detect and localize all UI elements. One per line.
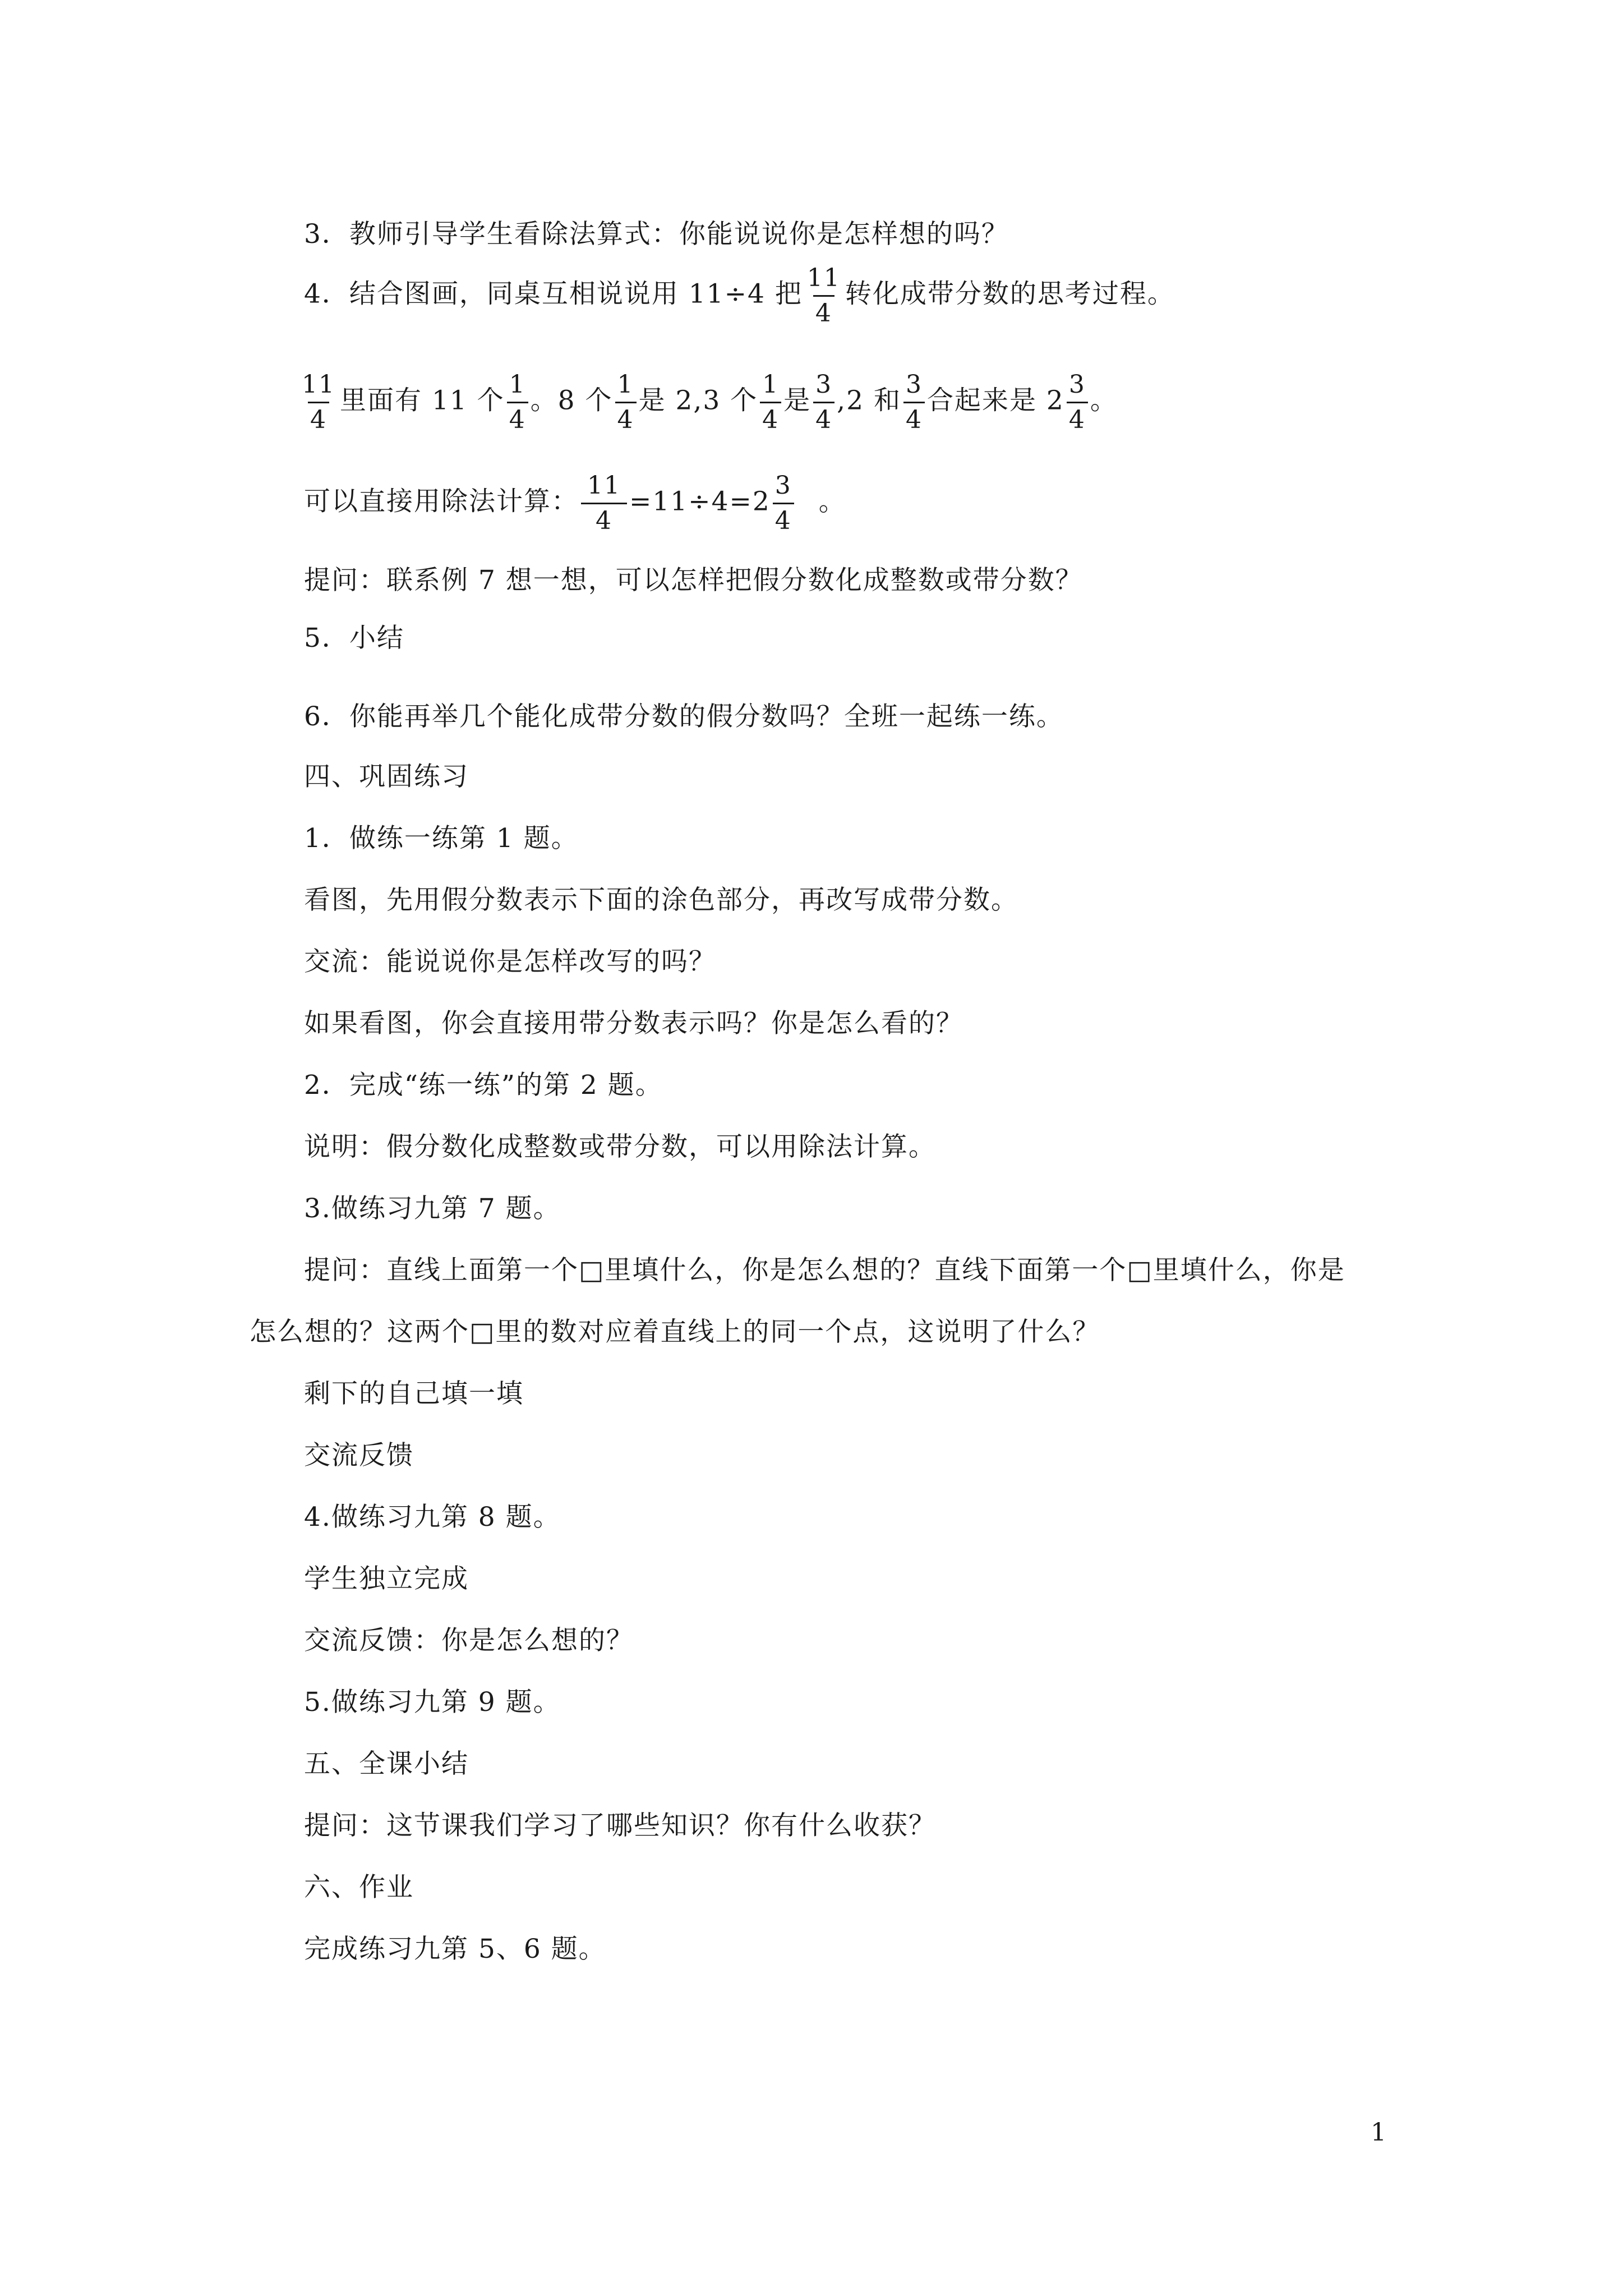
fraction-3-4 <box>903 370 925 435</box>
paragraph-exercise-2: 2．完成“练一练”的第 2 题。 <box>304 1070 663 1101</box>
fraction-3-4 <box>813 370 834 435</box>
fraction-numerator: 1 <box>762 370 780 399</box>
paragraph-question-line: 提问：直线上面第一个□里填什么，你是怎么想的？直线下面第一个□里填什么，你是 <box>304 1255 1345 1286</box>
paragraph-division-calc <box>304 471 846 536</box>
fraction-3-4 <box>773 471 794 536</box>
paragraph-homework: 完成练习九第 5、6 题。 <box>304 1934 606 1964</box>
text-segment: 是 2,3 个 <box>638 385 758 416</box>
fraction-denominator: 4 <box>581 503 627 536</box>
section-heading-practice: 四、巩固练习 <box>304 761 469 792</box>
text-segment: =11÷4=2 <box>629 486 771 517</box>
paragraph-fill-rest: 剩下的自己填一填 <box>304 1378 524 1409</box>
paragraph-explanation-note: 说明：假分数化成整数或带分数，可以用除法计算。 <box>304 1131 936 1162</box>
text-segment: 可以直接用除法计算： <box>304 486 579 517</box>
section-heading-summary: 五、全课小结 <box>304 1749 469 1779</box>
paragraph-feedback-question: 交流反馈：你是怎么想的？ <box>304 1625 634 1656</box>
paragraph-question-line-cont: 怎么想的？这两个□里的数对应着直线上的同一个点，这说明了什么？ <box>250 1317 1100 1347</box>
fraction-numerator: 1 <box>509 370 526 399</box>
paragraph-exercise-5: 5.做练习九第 9 题。 <box>304 1687 561 1718</box>
fraction-denominator: 4 <box>1067 402 1088 435</box>
text-segment: 。 <box>1090 385 1118 416</box>
fraction-numerator: 1 <box>617 370 634 399</box>
fraction-11-4 <box>299 370 338 435</box>
paragraph-feedback: 交流反馈 <box>304 1440 414 1471</box>
text-segment: 。 <box>818 486 846 517</box>
fraction-denominator: 4 <box>308 402 329 435</box>
paragraph-if-look: 如果看图，你会直接用带分数表示吗？你是怎么看的？ <box>304 1008 963 1039</box>
fraction-denominator: 4 <box>615 402 637 435</box>
fraction-numerator: 3 <box>1068 370 1086 399</box>
page-number: 1 <box>1371 2118 1386 2147</box>
fraction-denominator: 4 <box>507 402 528 435</box>
fraction-numerator: 3 <box>905 370 923 399</box>
paragraph-summary: 5．小结 <box>304 623 404 654</box>
text-segment: 是 <box>783 385 811 416</box>
paragraph-exercise-3: 3.做练习九第 7 题。 <box>304 1193 561 1224</box>
paragraph-step-4 <box>304 264 1175 328</box>
fraction-numerator: 11 <box>302 370 335 399</box>
fraction-denominator: 4 <box>813 295 834 328</box>
text-segment: 合起来是 2 <box>926 385 1064 416</box>
fraction-numerator: 3 <box>815 370 833 399</box>
fraction-11-4 <box>805 264 843 328</box>
fraction-denominator: 4 <box>760 402 781 435</box>
paragraph-final-question: 提问：这节课我们学习了哪些知识？你有什么收获？ <box>304 1810 936 1841</box>
paragraph-independent: 学生独立完成 <box>304 1563 469 1594</box>
fraction-1-4 <box>760 370 781 435</box>
section-heading-homework: 六、作业 <box>304 1872 414 1903</box>
paragraph-look-at-picture: 看图，先用假分数表示下面的涂色部分，再改写成带分数。 <box>304 885 1018 915</box>
fraction-denominator: 4 <box>903 402 925 435</box>
text-segment: ,2 和 <box>837 385 901 416</box>
text-segment: 4．结合图画，同桌互相说说用 11÷4 把 <box>304 278 803 310</box>
fraction-denominator: 4 <box>813 402 834 435</box>
paragraph-exchange: 交流：能说说你是怎样改写的吗？ <box>304 946 716 977</box>
paragraph-question: 提问：联系例 7 想一想，可以怎样把假分数化成整数或带分数？ <box>304 565 1083 596</box>
fraction-11-4 <box>581 471 627 536</box>
text-segment: 。8 个 <box>530 385 613 416</box>
fraction-numerator: 11 <box>587 471 621 500</box>
paragraph-step-6: 6．你能再举几个能化成带分数的假分数吗？全班一起练一练。 <box>304 701 1064 732</box>
fraction-3-4 <box>1067 370 1088 435</box>
fraction-1-4 <box>615 370 637 435</box>
paragraph-explanation <box>297 370 1118 435</box>
fraction-numerator: 3 <box>774 471 792 500</box>
fraction-1-4 <box>507 370 528 435</box>
paragraph-exercise-1: 1．做练一练第 1 题。 <box>304 823 579 854</box>
paragraph-exercise-4: 4.做练习九第 8 题。 <box>304 1502 561 1533</box>
fraction-denominator: 4 <box>773 503 794 536</box>
fraction-numerator: 11 <box>806 264 841 292</box>
paragraph-step-3: 3．教师引导学生看除法算式：你能说说你是怎样想的吗？ <box>304 219 1009 250</box>
text-segment: 转化成带分数的思考过程。 <box>845 278 1175 310</box>
text-segment: 里面有 11 个 <box>340 385 505 416</box>
